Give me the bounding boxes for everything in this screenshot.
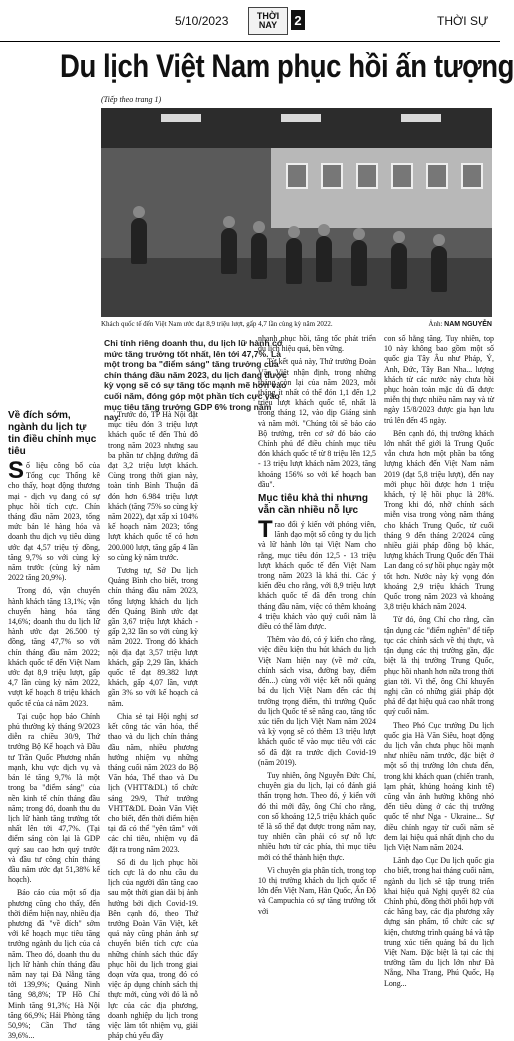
article-paragraph: Theo Phó Cục trưởng Du lịch quốc gia Hà Văn Siêu, hoạt động du lịch vẫn chưa phục hồi mạnh như nhiều năm trước, đặc biệt ở một số thị trường lớn chưa đến, trong khi khách quan (chiến tranh, lạm phát, khủng hoảng kinh tế) cũng vẫn ảnh hưởng không nhỏ đến tiêu dùng ở các thị trường quốc tế như Nga - Ukraine... Sự điều chỉnh ngay từ cuối năm sẽ đem lại hiệu quả nhất định cho du lịch Việt Nam năm 2024. [384,720,494,852]
photo-credit-label: Ảnh: [428,320,443,328]
photo-frame [426,163,448,189]
section-subhead: Mục tiêu khả thi nhưng vẫn cần nhiều nỗ lực [258,493,369,517]
photo-frame [461,163,483,189]
article-paragraph: Thêm vào đó, có ý kiến cho rằng, việc điều kiện thu hút khách du lịch Việt Nam hiện nay (về mở cửa, chính sách visa, đường bay, điểm đến...) cùng với việc kết nối quảng bá du lịch Việt Nam đến các thị trường trọng điểm, thì trưởng Quốc du lịch Quốc tế sẽ nâng cao, tăng tốc xúc tiến du lịch Việt Nam năm 2024 và kỳ vọng sẽ có thêm 13 triệu lượt khách quốc tế vào mục tiêu với các số đã đặt ra trước dịch Covid-19 (năm 2019). [258,635,376,767]
article-paragraph: Tại cuộc họp báo Chính phủ thường kỳ tháng 9/2023 diễn ra chiều 30/9, Thứ trưởng Bộ Kế hoạch và Đầu tư Trần Quốc Phương nhấn mạnh, khu vực dịch vụ và bán lẻ tăng 9,7% là một trong ba "điểm sáng" của nền kinh tế chín tháng đầu năm; trong đó, doanh thu du lịch lữ hành tăng trưởng tốt nhất lên tới 47,7%. (Tại điểm sáng còn lại là GDP quý sau cao hơn quý trước và đầu tư công chín tháng đầu năm ước đạt 51,38% kế hoạch). [8,711,100,885]
article-photo [101,108,492,317]
photo-person-head [318,224,330,236]
photo-light [161,114,201,122]
drop-cap: T [258,516,273,544]
article-paragraph: Từ kết quả này, Thứ trưởng Đoàn Văn Việt nhận định, trong những tháng còn lại của năm 2023, mỗi tháng ít nhất có thể đón 1,1 đến 1,2 triệu lượt khách quốc tế, nhất là trong tháng 12, vào dịp Giáng sinh và năm mới. "Chúng tôi sẽ báo cáo Bộ trưởng, trên cơ sở đó báo cáo Chính phủ để điều chỉnh mục tiêu đón khách quốc tế từ 8 triệu lên 12,5 - 13 triệu lượt khách năm 2023, tăng khoảng 156% so với kế hoạch ban đầu". [258,357,376,489]
photo-credit-name: NAM NGUYỄN [444,321,492,328]
photo-person-head [133,206,145,218]
issue-date: 5/10/2023 [175,14,229,28]
paragraph-text: rao đổi ý kiến với phóng viên, lãnh đạo một số công ty du lịch và lữ hành lớn tại Việt Nam cho rằng, mục tiêu đón 12,5 - 13 triệu lượt khách quốc tế đến Việt Nam trong năm 2023 là khả thi. Các ý kiến đều cho rằng, với 8,9 triệu lượt khách quốc tế đã đến trong chín tháng đầu năm, việc có thêm khoảng 4 triệu khách vào quý cuối năm là điều có thể làm được. [258,520,376,632]
section-subhead: Về đích sớm, ngành du lịch tự tin điều chỉnh mục tiêu [8,410,97,457]
photo-person [131,218,147,264]
photo-credit [428,320,492,328]
article-paragraph: Số đi du lịch phục hồi tích cực là do nhu cầu du lịch của người dân tăng cao sau một thời gian dài bị ảnh hưởng bởi dịch Covid-19. Bên cạnh đó, theo Thứ trưởng Đoàn Văn Việt, kết quả này cũng phản ánh sự chuyển biến tích cực của những chính sách thúc đẩy phục hồi du lịch trong giai đoạn vừa qua, trong đó có việc áp dụng chính sách thị thực mới, cùng với đó là nỗ lực của các địa phương, doanh nghiệp du lịch trong việc làm tốt nhiệm vụ, giải pháp chủ yếu đầy [108,857,198,1041]
article-paragraph: con số hằng tăng. Tuy nhiên, top 10 này không bao gồm một số quốc gia Tây Âu như Pháp, Ý, Anh, Đức, Tây Ban Nha... lượng khách từ các nước này chưa hồi phục hoàn toàn mặc dù đã được miễn thị thực nhiều năm nay và từ ngày 15/8/2023 được gia hạn lưu trú lên đến 45 ngày. [384,334,494,425]
article-paragraph: Tuy nhiên, ông Nguyễn Đức Chí, chuyên gia du lịch, lại có đánh giá thẩn trọng hơn. Theo đó, ý kiến với đó thì mới đây, ông Chí cho rằng, con số khoảng 12,5 triệu khách quốc tế là số thể đạt được trong năm nay, tuy nhiên cần phải có sự nỗ lực nhiều hơn từ các phía, thì mục tiêu mới có thể thành hiện thực. [258,770,376,862]
article-lede: Chỉ tính riêng doanh thu, du lịch lữ hành có mức tăng trưởng tốt nhất, lên tới 47,7%. Là một trong ba "điểm sáng" tăng trưởng của chín tháng đầu năm 2023, du lịch đang được kỳ vọng sẽ có sự tăng tốc mạnh mẽ hơn vào cuối năm, đóng góp một phần tích cực vào mục tiêu tăng trưởng GDP 6% trong năm nay. [104,338,287,423]
article-paragraph: Trước đó, TP Hà Nội đặt mục tiêu đón 3 triệu lượt khách quốc tế đến Thủ đô trong năm 2023 nhưng sau ba phần tư chặng đường đã đạt 3,2 triệu lượt khách. Cùng trong thời gian này, toàn tỉnh Bình Thuận đã đón hơn 6.984 triệu lượt khách (tăng 75% so cùng kỳ năm 2022), đạt xấp xỉ 104% kế hoạch năm 2023; tổng lượt khách quốc tế có hơn 200.000 lượt, tăng gấp 4 lần so cùng kỳ năm trước. [108,410,198,562]
photo-person-head [223,216,235,228]
photo-person [351,240,367,286]
page-number: 2 [291,10,305,30]
photo-person-head [433,234,445,246]
photo-light [281,114,321,122]
photo-person-head [288,226,300,238]
photo-frame [286,163,308,189]
masthead-logo: THỜI NAY [248,7,288,35]
article-paragraph: nhanh phục hồi, tăng tốc phát triển du lịch hiệu quả, bền vững. [258,334,376,354]
photo-frame [391,163,413,189]
article-column-2 [108,410,198,1041]
photo-frame [321,163,343,189]
article-paragraph: Tương tự, Sở Du lịch Quảng Bình cho biết, trong chín tháng đầu năm 2023, tổng lượng khách du lịch đến Quảng Bình ước đạt gần 3,67 triệu lượt khách - gấp 2,32 lần so với cùng kỳ năm 2022. Trong đó khách nội địa đạt 3,57 triệu lượt khách, gấp 2,29 lần, khách quốc tế đạt 89.382 lượt khách, gấp 4,07 lần, vượt gần 3% so với kế hoạch cả năm. [108,566,198,708]
headline: Du lịch Việt Nam phục hồi ấn tượng [60,48,514,84]
article-paragraph: Vì chuyên gia phân tích, trong top 10 thị trường khách du lịch quốc tế lớn đến Việt Nam, Hàn Quốc, Ấn Độ và Campuchia có sự tăng trưởng tốt với [258,865,376,916]
article-paragraph: Báo cáo của một số địa phương cũng cho thấy, đến thời điểm hiện nay, nhiều địa phương đã "về đích" sớm với kế hoạch mục tiêu tăng trưởng ngành du lịch của cả năm. Theo đó, doanh thu du lịch lữ hành chín tháng đầu năm nay tại Đà Nẵng tăng tới 139,9%; Quảng Ninh tăng 98,8%; TP Hồ Chí Minh tăng 91,3%; Hà Nội tăng 66,9%; Hải Phòng tăng 50,9%; Cần Thơ tăng 39,6%... [8,888,100,1041]
article-column-1 [8,410,100,1041]
drop-cap: S [8,457,25,484]
photo-caption: Khách quốc tế đến Việt Nam ước đạt 8,9 triệu lượt, gấp 4,7 lần cùng kỳ năm 2022. [101,320,333,328]
photo-light [401,114,441,122]
article-paragraph: Lãnh đạo Cục Du lịch quốc gia cho biết, trong hai tháng cuối năm, ngành du lịch sẽ tập trung triển khai hiệu quả Nghị quyết 82 của Chính phủ, đồng thời phối hợp với các hãng bay, các địa phương xây dựng sản phẩm, tổ chức các sự kiện, chương trình quảng bá và tập trung xúc tiến quảng bá du lịch Việt Nam. Đặc biệt là tại các thị trường tầm du lịch lớn như Đà Nẵng, Nha Trang, Phú Quốc, Hạ Long... [384,856,495,988]
continued-note: (Tiếp theo trang 1) [101,95,162,104]
article-paragraph: Từ đó, ông Chí cho rằng, cần tận dụng các "điểm nghẽn" để tiếp tục các chính sách về thị thực, và tận dụng các thị trường gần, đặc biệt là thị trường Trung Quốc, phục hồi nhanh hơn nữa trong thời gian tới. Vì thế, ông Chí khuyến nghị cần có những giải pháp đột phá để đạt hiệu quả cao nhất trong quý cuối năm. [384,615,494,717]
article-paragraph [258,516,376,632]
paragraph-text: ố liệu công bố của Tổng cục Thống kê cho thấy, hoạt động thương mại - dịch vụ đang có sự phục hồi tích cực. Chín tháng đầu năm 2023, tổng mức bán lẻ hàng hóa và doanh thu dịch vụ tiêu dùng ước đạt 4,57 triệu tỷ đồng, tăng 9,7% so với cùng kỳ năm trước (cùng kỳ năm 2022 tăng 20,9%). [8,461,100,583]
section-name: THỜI SỰ [437,14,489,28]
article-paragraph: Bên cạnh đó, thị trường khách lớn nhất thế giới là Trung Quốc vẫn chưa hơn một phần ba tổng lượng khách đến Việt Nam năm 2019 (đạt 5,8 triệu lượt), đến nay mới phục hồi được hơn 1 triệu khách, tỷ lệ hồi phục là 28%. Trong khi đó, nhờ chính sách miễn visa trong vòng năm tháng cho khách Trung Quốc, từ cuối tháng 9 đến tháng 2/2024 cũng nhiều giải pháp đồng bộ khác, lượng khách Trung Quốc đến Thái Lan đang có sự hồi phục ngày một tốt hơn. Nước này kỳ vọng đón khoảng 2,9 triệu khách Trung Quốc trong năm 2023 và khoảng 3,8 triệu khách năm 2024. [384,428,494,612]
photo-person-head [353,228,365,240]
photo-person-head [253,221,265,233]
photo-frame [356,163,378,189]
photo-person [391,243,407,289]
photo-person [221,228,237,274]
article-paragraph: Trong đó, vận chuyển hành khách tăng 13,1%; vận chuyển hàng hóa tăng 14,6%; doanh thu du lịch lữ hành ước đạt 26.500 tỷ đồng, tăng 47,7% so với chín tháng đầu năm 2022; khách quốc tế đến Việt Nam ước đạt 8,9 triệu lượt, gấp 4,7 lần cùng kỳ năm 2022, vượt kế hoạch 8 triệu khách quốc tế của cả năm 2023. [8,586,100,708]
article-paragraph: Chia sẻ tại Hội nghị sơ kết công tác văn hóa, thể thao và du lịch chín tháng đầu năm, nhiều phương hướng nhiệm vụ những tháng cuối năm 2023 do Bộ Văn hóa, Thể thao và Du lịch (VHTT&DL) tổ chức sáng 29/9, Thứ trưởng VHTT&DL Đoàn Văn Việt cho biết, đến thời điểm hiện tại đã có thể "yên tâm" với các chỉ tiêu, nhiệm vụ đã đặt ra trong năm 2023. [108,711,198,854]
article-column-4 [384,334,495,988]
article-column-3 [258,334,376,916]
photo-person [251,233,267,279]
article-paragraph [8,457,100,583]
photo-person [431,246,447,292]
photo-person [286,238,302,284]
photo-person-head [393,231,405,243]
page-header [0,0,500,42]
photo-person [316,236,332,282]
